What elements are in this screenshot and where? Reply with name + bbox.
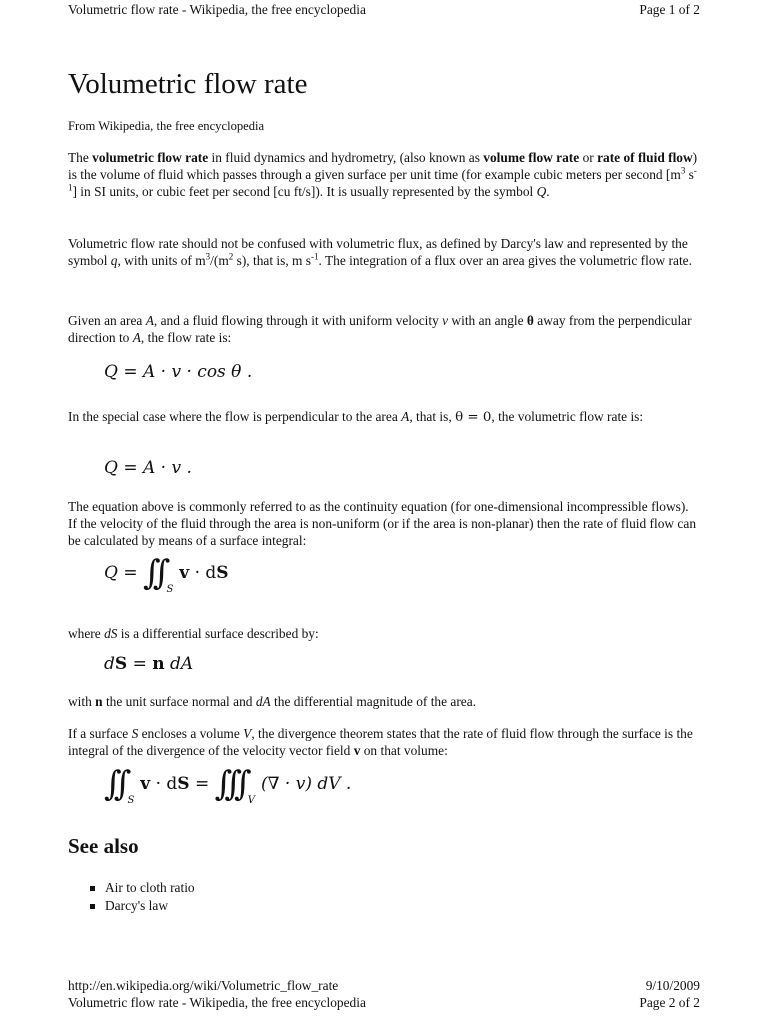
continuity-paragraph: The equation above is commonly referred to as the continuity equation (for one-dimensional incompressible flows). If the velocity of the fluid through the area is non-uniform (or if the area is non-planar) then the rate of fluid flow can be calculated by means of a surface integral: bbox=[68, 499, 697, 548]
article-title: Volumetric flow rate bbox=[68, 68, 308, 100]
differential-surface-formula: dS = n dA bbox=[104, 654, 194, 674]
normal-vector-paragraph: with n the unit surface normal and dA the differential magnitude of the area. bbox=[68, 694, 477, 709]
divergence-theorem-formula: ∫∫ $_S$v · dS = ∫∫∫ $_V$(∇ · v) dV . bbox=[104, 764, 352, 806]
see-also-item-air-to-cloth[interactable]: Air to cloth ratio bbox=[68, 879, 195, 897]
page-header-title: Volumetric flow rate - Wikipedia, the free encyclopedia bbox=[68, 2, 366, 17]
see-also-heading: See also bbox=[68, 834, 139, 858]
footer-title: Volumetric flow rate - Wikipedia, the free encyclopedia bbox=[68, 995, 366, 1010]
flux-paragraph: Volumetric flow rate should not be confused with volumetric flux, as defined by Darcy's law and represented by the symbol q, with units of $m^3/(m^2$ s), that is, m $s^{-1}$. The integration of a flux over an area gives the volumetric flow rate. bbox=[68, 236, 692, 268]
differential-surface-paragraph: where dS is a differential surface described by: bbox=[68, 626, 319, 641]
flow-rate-formula: Q = A · v · cos θ . bbox=[104, 362, 253, 382]
surface-integral-formula: Q = ∫∫ $_S$v · dS bbox=[104, 553, 229, 595]
bullet-icon bbox=[90, 904, 95, 909]
footer-page-number: Page 2 of 2 bbox=[639, 995, 700, 1010]
page-header-number: Page 1 of 2 bbox=[639, 2, 700, 17]
article-subtitle: From Wikipedia, the free encyclopedia bbox=[68, 119, 265, 133]
intro-paragraph: The volumetric flow rate in fluid dynamics and hydrometry, (also known as volume flow rate or rate of fluid flow) is the volume of fluid which passes through a given surface per unit time (for example cubic meters per second [$m^3$ $s^{-1}$] in SI units, or cubic feet per second [cu ft/s]). It is usually represented by the symbol Q. bbox=[68, 150, 698, 199]
uniform-velocity-paragraph: Given an area A, and a fluid flowing through it with uniform velocity v with an angle θ away from the perpendicular direction to A, the flow rate is: bbox=[68, 313, 692, 345]
see-also-list bbox=[68, 879, 195, 915]
perpendicular-case-paragraph: In the special case where the flow is perpendicular to the area A, that is, θ = 0, the volumetric flow rate is: bbox=[68, 409, 644, 425]
bullet-icon bbox=[90, 886, 95, 891]
footer-url: http://en.wikipedia.org/wiki/Volumetric_flow_rate bbox=[68, 978, 339, 993]
divergence-paragraph: If a surface S encloses a volume V, the divergence theorem states that the rate of fluid flow through the surface is the integral of the divergence of the velocity vector field v on that volume: bbox=[68, 726, 693, 758]
see-also-item-darcys-law[interactable]: Darcy's law bbox=[68, 897, 195, 915]
perpendicular-flow-formula: Q = A · v . bbox=[104, 458, 192, 478]
footer-date: 9/10/2009 bbox=[645, 978, 700, 993]
